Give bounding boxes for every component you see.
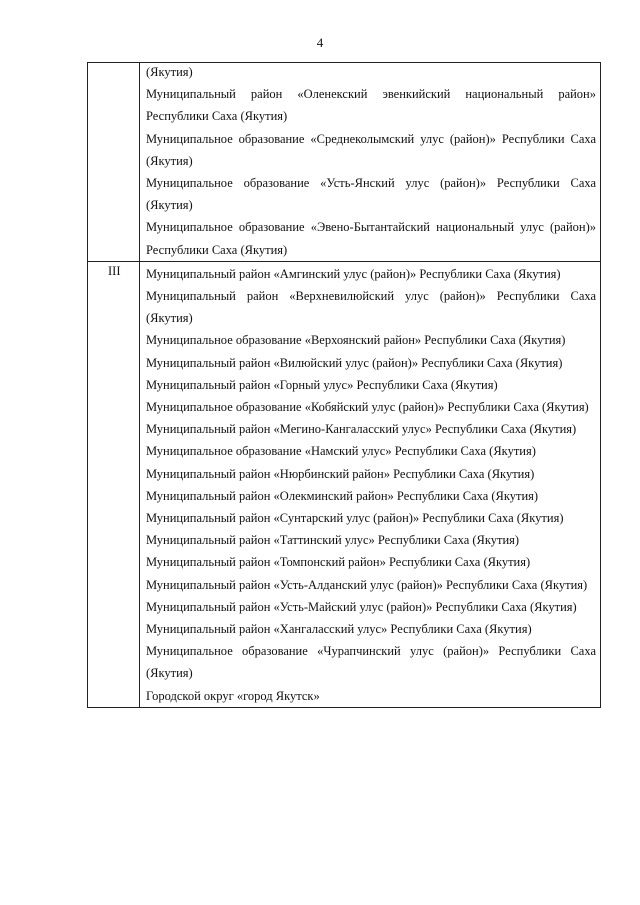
table-row: [88, 261, 601, 707]
municipality-list-cell: [140, 63, 601, 262]
group-number-cell: III: [88, 261, 140, 707]
list-item: Муниципальное образование «Верхоянский район» Республики Саха (Якутия): [146, 333, 566, 348]
list-item: Муниципальный район «Сунтарский улус (район)» Республики Саха (Якутия): [146, 511, 564, 526]
list-item: Муниципальное образование «Среднеколымский улус (район)» Республики Саха (Якутия): [146, 131, 596, 168]
page-number: 4: [316, 35, 324, 50]
list-item: Муниципальный район «Томпонский район» Республики Саха (Якутия): [146, 555, 531, 570]
list-item: Муниципальный район «Усть-Майский улус (район)» Республики Саха (Якутия): [146, 599, 577, 614]
list-item: Муниципальное образование «Усть-Янский улус (район)» Республики Саха (Якутия): [146, 176, 596, 213]
list-item: Муниципальный район «Таттинский улус» Республики Саха (Якутия): [146, 533, 520, 548]
municipality-table: [87, 62, 601, 708]
list-item: Муниципальный район «Вилюйский улус (район)» Республики Саха (Якутия): [146, 355, 563, 370]
list-item: Муниципальный район «Мегино-Кангаласский улус» Республики Саха (Якутия): [146, 422, 577, 437]
list-item: Муниципальное образование «Намский улус» Республики Саха (Якутия): [146, 444, 536, 459]
list-item: Муниципальный район «Амгинский улус (район)» Республики Саха (Якутия): [146, 266, 561, 281]
list-item: Городской округ «город Якутск»: [146, 688, 320, 703]
list-item: Муниципальный район «Нюрбинский район» Республики Саха (Якутия): [146, 466, 535, 481]
list-item: (Якутия): [146, 65, 193, 79]
municipality-list-cell: [140, 261, 601, 707]
list-item: Муниципальный район «Горный улус» Республики Саха (Якутия): [146, 377, 498, 392]
list-item: Муниципальный район «Верхневилюйский улус (район)» Республики Саха (Якутия): [146, 289, 596, 326]
list-item: Муниципальное образование «Эвено-Бытантайский национальный улус (район)» Республики Саха (Якутия): [146, 220, 596, 257]
list-item: Муниципальное образование «Чурапчинский улус (район)» Республики Саха (Якутия): [146, 644, 596, 681]
list-item: Муниципальное образование «Кобяйский улус (район)» Республики Саха (Якутия): [146, 400, 589, 415]
group-number-cell: [88, 63, 140, 262]
list-item: Муниципальный район «Олекминский район» Республики Саха (Якутия): [146, 488, 539, 503]
list-item: Муниципальный район «Усть-Алданский улус (район)» Республики Саха (Якутия): [146, 577, 588, 592]
list-item: Муниципальный район «Хангаласский улус» Республики Саха (Якутия): [146, 622, 532, 637]
table-row: [88, 63, 601, 262]
list-item: Муниципальный район «Оленекский эвенкийский национальный район» Республики Саха (Якутия): [146, 87, 596, 124]
